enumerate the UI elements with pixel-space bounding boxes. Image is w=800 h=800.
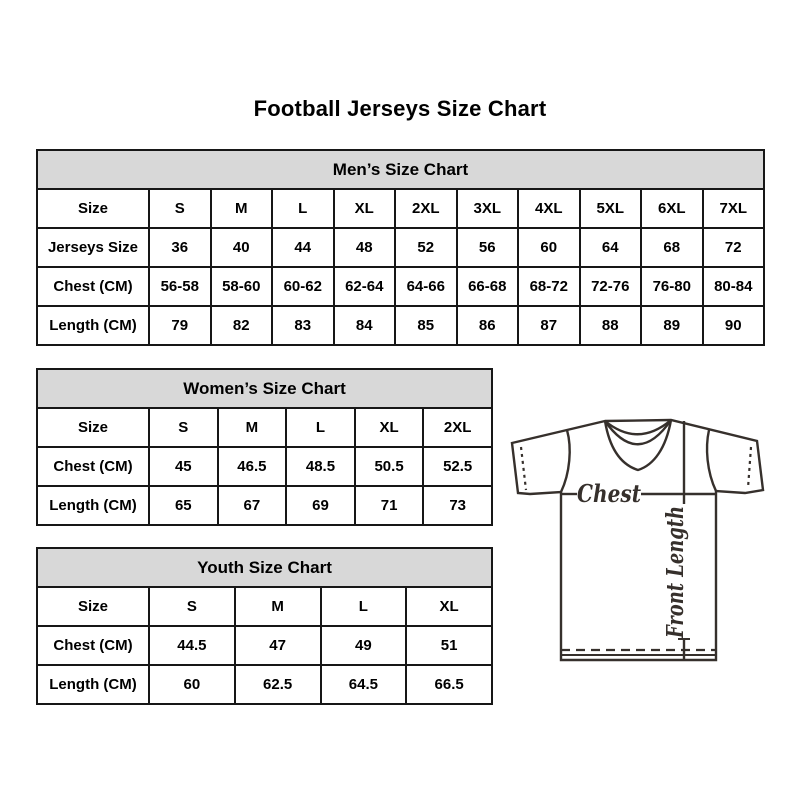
value-cell: 68-72 [518,267,580,306]
table-row [37,267,764,306]
value-cell: 72-76 [580,267,642,306]
value-cell: 36 [149,228,211,267]
value-cell: S [149,408,218,447]
value-cell: 73 [423,486,492,525]
row-label: Chest (CM) [37,626,149,665]
value-cell: 6XL [641,189,703,228]
value-cell: 67 [218,486,287,525]
value-cell: 76-80 [641,267,703,306]
value-cell: L [272,189,334,228]
value-cell: 48.5 [286,447,355,486]
value-cell: 88 [580,306,642,345]
value-cell: 52.5 [423,447,492,486]
value-cell: 2XL [395,189,457,228]
row-label: Size [37,408,149,447]
table-row [37,447,492,486]
value-cell: 52 [395,228,457,267]
jersey-outline-shape [512,420,763,660]
value-cell: 62-64 [334,267,396,306]
value-cell: 62.5 [235,665,321,704]
womens-size-table [36,368,493,526]
table-row [37,665,492,704]
row-label: Chest (CM) [37,447,149,486]
value-cell: 47 [235,626,321,665]
value-cell: 5XL [580,189,642,228]
table-row [37,486,492,525]
jersey-measurement-diagram [505,401,777,693]
value-cell: 66.5 [406,665,492,704]
table-row [37,306,764,345]
value-cell: 51 [406,626,492,665]
value-cell: 79 [149,306,211,345]
value-cell: 85 [395,306,457,345]
value-cell: L [321,587,407,626]
mens-size-table [36,149,765,346]
value-cell: 3XL [457,189,519,228]
value-cell: 49 [321,626,407,665]
value-cell: S [149,587,235,626]
value-cell: 46.5 [218,447,287,486]
value-cell: 58-60 [211,267,273,306]
value-cell: M [211,189,273,228]
value-cell: 89 [641,306,703,345]
value-cell: 2XL [423,408,492,447]
value-cell: XL [406,587,492,626]
table-row [37,587,492,626]
value-cell: L [286,408,355,447]
value-cell: 69 [286,486,355,525]
value-cell: XL [334,189,396,228]
value-cell: 60 [518,228,580,267]
value-cell: 44.5 [149,626,235,665]
value-cell: 50.5 [355,447,424,486]
row-label: Length (CM) [37,486,149,525]
value-cell: 72 [703,228,765,267]
value-cell: 44 [272,228,334,267]
value-cell: 56 [457,228,519,267]
table-row [37,228,764,267]
value-cell: 64-66 [395,267,457,306]
table-row [37,189,764,228]
row-label: Chest (CM) [37,267,149,306]
value-cell: 45 [149,447,218,486]
row-label: Length (CM) [37,306,149,345]
value-cell: 65 [149,486,218,525]
row-label: Jerseys Size [37,228,149,267]
row-label: Size [37,587,149,626]
table-title: Youth Size Chart [37,548,492,587]
value-cell: 4XL [518,189,580,228]
front-length-label: Front Length [662,468,689,638]
table-title: Men’s Size Chart [37,150,764,189]
value-cell: S [149,189,211,228]
value-cell: 66-68 [457,267,519,306]
value-cell: 86 [457,306,519,345]
table-row [37,626,492,665]
value-cell: 48 [334,228,396,267]
value-cell: 64 [580,228,642,267]
chest-label: Chest [577,479,641,508]
value-cell: 90 [703,306,765,345]
value-cell: 60 [149,665,235,704]
value-cell: 71 [355,486,424,525]
table-row [37,408,492,447]
value-cell: 64.5 [321,665,407,704]
value-cell: 56-58 [149,267,211,306]
row-label: Size [37,189,149,228]
row-label: Length (CM) [37,665,149,704]
value-cell: XL [355,408,424,447]
value-cell: 80-84 [703,267,765,306]
value-cell: 82 [211,306,273,345]
value-cell: 68 [641,228,703,267]
table-title: Women’s Size Chart [37,369,492,408]
value-cell: 40 [211,228,273,267]
page-title: Football Jerseys Size Chart [253,96,547,121]
value-cell: 87 [518,306,580,345]
value-cell: 7XL [703,189,765,228]
value-cell: M [218,408,287,447]
value-cell: M [235,587,321,626]
value-cell: 84 [334,306,396,345]
youth-size-table [36,547,493,705]
value-cell: 83 [272,306,334,345]
value-cell: 60-62 [272,267,334,306]
